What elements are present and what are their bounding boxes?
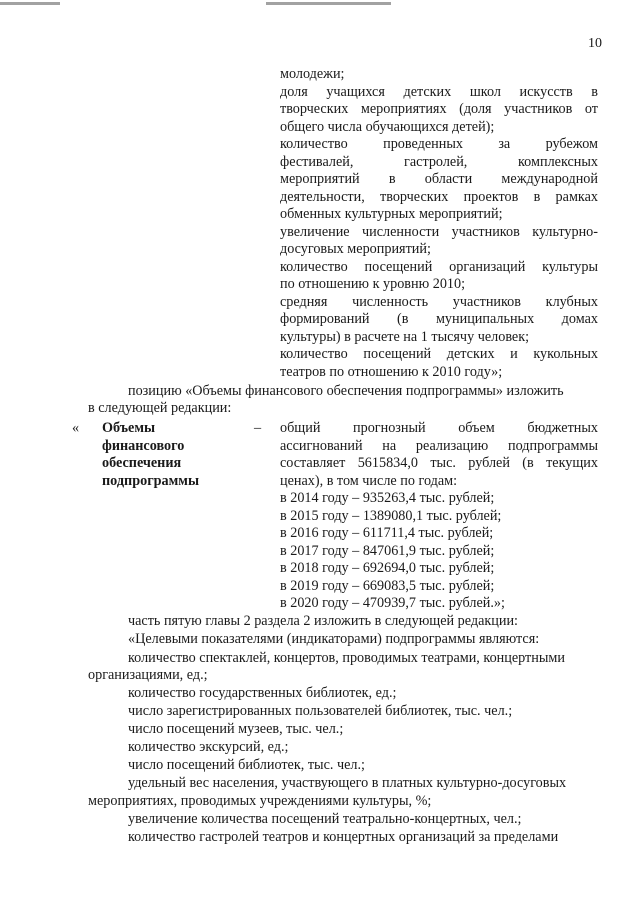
paragraph-line: часть пятую главы 2 раздела 2 изложить в следующей редакции: xyxy=(128,613,518,629)
text-line: деятельности, творческих проектов в рамках xyxy=(280,188,598,205)
funding-label xyxy=(102,420,252,490)
text-line: обменных культурных мероприятий; xyxy=(280,206,503,222)
year-line: в 2015 году – 1389080,1 тыс. рублей; xyxy=(280,507,502,524)
year-line: в 2018 году – 692694,0 тыс. рублей; xyxy=(280,560,495,576)
paragraph-line: мероприятиях, проводимых учреждениями культуры, %; xyxy=(88,793,432,809)
paragraph-line: «Целевыми показателями (индикаторами) подпрограммы являются: xyxy=(128,631,540,647)
paragraph-line: количество государственных библиотек, ед.; xyxy=(128,685,397,701)
paragraph-line: количество экскурсий, ед.; xyxy=(128,739,289,755)
text-line: досуговых мероприятий; xyxy=(280,241,431,257)
year-line: в 2019 году – 669083,5 тыс. рублей; xyxy=(280,577,495,594)
paragraph-line: удельный вес населения, участвующего в платных культурно-досуговых xyxy=(128,775,567,791)
label-dash: – xyxy=(254,420,262,436)
scan-artifact xyxy=(266,2,391,5)
year-line: в 2017 году – 847061,9 тыс. рублей; xyxy=(280,542,495,559)
quote-mark: « xyxy=(72,420,80,436)
text-line: по отношению к уровню 2010; xyxy=(280,276,466,292)
text-line: увеличение численности участников культурно- xyxy=(280,223,598,240)
text-line: доля учащихся детских школ искусств в xyxy=(280,83,598,100)
text-line: мероприятий в области международной xyxy=(280,171,598,187)
paragraph-line: количество спектаклей, концертов, проводимых театрами, концертными xyxy=(128,650,565,666)
paragraph-line: увеличение количества посещений театрально-концертных, чел.; xyxy=(128,811,522,827)
text-line: творческих мероприятиях (доля участников от xyxy=(280,101,598,117)
text-line: формирований (в муниципальных домах xyxy=(280,311,598,327)
page-number: 10 xyxy=(588,36,602,51)
text-line: количество проведенных за рубежом xyxy=(280,136,598,152)
paragraph-line: число посещений музеев, тыс. чел.; xyxy=(128,721,344,737)
text-line: общий прогнозный объем бюджетных xyxy=(280,420,598,436)
funding-text xyxy=(280,420,598,613)
text-line: культуры) в расчете на 1 тысячу человек; xyxy=(280,328,530,345)
indicators-list xyxy=(280,66,598,381)
label-line: Объемы xyxy=(102,420,156,436)
paragraph-line: число зарегистрированных пользователей библиотек, тыс. чел.; xyxy=(128,703,513,719)
text-line: фестивалей, гастролей, комплексных xyxy=(280,153,598,170)
text-line: театров по отношению к 2010 году»; xyxy=(280,363,503,380)
scan-artifact xyxy=(0,2,60,5)
text-line: составляет 5615834,0 тыс. рублей (в текущих xyxy=(280,455,598,471)
paragraph-line: число посещений библиотек, тыс. чел.; xyxy=(128,757,365,773)
paragraph-line: организациями, ед.; xyxy=(88,667,208,683)
text-line: общего числа обучающихся детей); xyxy=(280,118,495,135)
year-line: в 2016 году – 611711,4 тыс. рублей; xyxy=(280,525,494,541)
year-line: в 2020 году – 470939,7 тыс. рублей.»; xyxy=(280,595,505,611)
text-line: ценах), в том числе по годам: xyxy=(280,472,458,489)
text-line: средняя численность участников клубных xyxy=(280,293,598,310)
text-line: количество посещений детских и кукольных xyxy=(280,346,598,362)
text-line: количество посещений организаций культуры xyxy=(280,258,598,275)
paragraph-line: количество гастролей театров и концертных организаций за пределами xyxy=(128,829,559,845)
label-line: подпрограммы xyxy=(102,472,200,489)
paragraph-line: в следующей редакции: xyxy=(88,400,232,416)
text-line: ассигнований на реализацию подпрограммы xyxy=(280,437,598,454)
label-line: финансового xyxy=(102,437,185,454)
year-line: в 2014 году – 935263,4 тыс. рублей; xyxy=(280,490,495,506)
label-line: обеспечения xyxy=(102,455,182,471)
text-line: молодежи; xyxy=(280,66,345,82)
paragraph-line: позицию «Объемы финансового обеспечения подпрограммы» изложить xyxy=(128,383,564,399)
